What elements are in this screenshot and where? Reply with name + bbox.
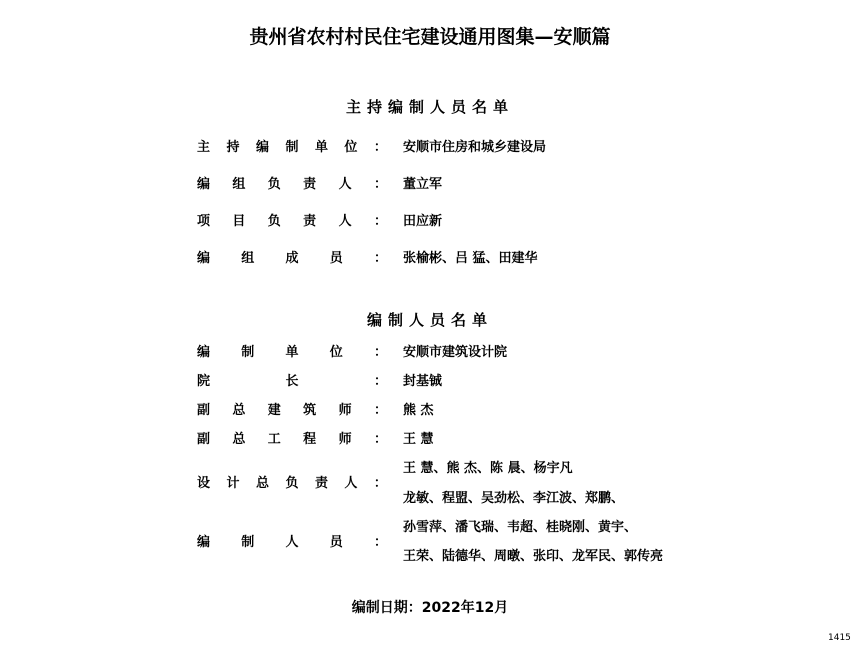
page-number: 1415 <box>828 633 851 643</box>
s2-row-value: 安顺市建筑设计院 <box>403 345 508 360</box>
s2-row-value: 王 慧 <box>403 432 434 447</box>
document-title: 贵州省农村村民住宅建设通用图集—安顺篇 <box>249 26 611 48</box>
s1-row-label: 主 持 编 制 单 位 ： <box>197 140 387 155</box>
s2-row-label: 副 总 工 程 师 ： <box>197 432 387 447</box>
s2-row-value: 封基铖 <box>403 374 443 389</box>
s1-row-value: 张榆彬、吕 猛、田建华 <box>403 251 538 266</box>
s2-row-label: 设 计 总 负 责 人 ： <box>197 476 387 491</box>
s2-row-label: 编 制 单 位 ： <box>197 345 387 360</box>
section1-heading: 主持编制人员名单 <box>345 98 514 116</box>
members-label: 编 制 人 员 ： <box>197 535 387 550</box>
s2-row-value: 王 慧、熊 杰、陈 晨、杨宇凡 <box>403 461 573 476</box>
s1-row-value: 安顺市住房和城乡建设局 <box>403 140 547 155</box>
s1-row-label: 编 组 成 员 ： <box>197 251 387 266</box>
s1-row-value: 田应新 <box>403 214 443 229</box>
member-line: 王荣、陆德华、周暾、张印、龙军民、郭传亮 <box>403 549 664 564</box>
section2-heading: 编制人员名单 <box>366 311 493 329</box>
compile-date: 编制日期：2022年12月 <box>351 600 509 616</box>
s2-row-label: 院 长 ： <box>197 374 387 389</box>
s2-row-value: 熊 杰 <box>403 403 434 418</box>
s1-row-value: 董立军 <box>403 177 443 192</box>
s1-row-label: 项 目 负 责 人 ： <box>197 214 387 229</box>
s2-row-label: 副 总 建 筑 师 ： <box>197 403 387 418</box>
member-line: 龙敏、程盟、吴劲松、李江波、郑鹏、 <box>403 491 625 506</box>
member-line: 孙雪萍、潘飞瑞、韦超、桂晓刚、黄宇、 <box>403 520 638 535</box>
s1-row-label: 编 组 负 责 人 ： <box>197 177 387 192</box>
